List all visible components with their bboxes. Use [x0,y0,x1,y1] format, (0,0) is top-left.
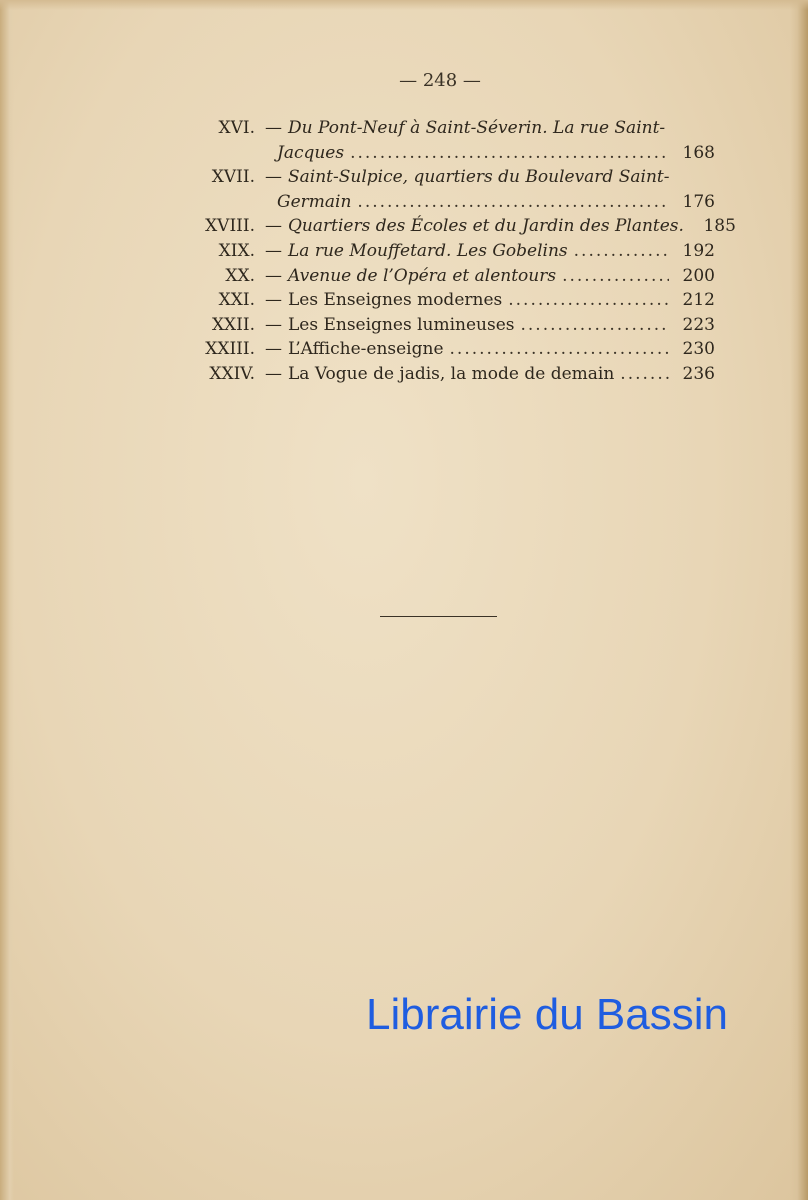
chapter-title: L’Affiche-enseigne [288,339,444,360]
leader-dots [521,313,670,338]
chapter-number: XXI. [218,290,255,311]
toc-entry-xx [150,264,715,289]
leader-dots [357,190,669,215]
page-ref: 230 [682,339,715,360]
chapter-title: Avenue de l’Opéra et alentours [288,265,557,286]
chapter-number: XIX. [218,240,255,261]
page-edge-right [790,0,808,1200]
dash: — [265,167,282,188]
chapter-number: XXIV. [209,363,255,384]
leader-dots [562,264,669,289]
table-of-contents [150,116,736,387]
page-ref: 168 [682,142,715,163]
dash: — [265,339,282,360]
dash: — [265,265,282,286]
chapter-number: XXII. [211,314,255,335]
page-ref: 200 [682,265,715,286]
page-ref: 236 [682,363,715,384]
chapter-title: Saint-Sulpice, quartiers du Boulevard Saint- [288,167,670,188]
chapter-number: XVI. [218,118,255,138]
leader-dots [620,362,669,387]
leader-dots [508,288,669,313]
chapter-title: Du Pont-Neuf à Saint-Séverin. La rue Saint- [288,118,666,138]
leader-dots [350,141,669,166]
leader-dots [574,239,669,264]
chapter-number: XX. [225,265,255,286]
chapter-title: La Vogue de jadis, la mode de demain [288,363,615,384]
page-ref: 176 [682,191,715,212]
toc-entry-xxi [150,288,715,313]
toc-entry-xvi [150,116,715,165]
dash: — [265,314,282,335]
page-ref: 185 [703,216,736,237]
chapter-title-continuation: Germain [277,191,352,212]
chapter-title: Les Enseignes lumineuses [288,314,515,335]
dash: — [265,240,282,261]
chapter-number: XVII. [211,167,255,188]
dash: — [265,118,282,138]
toc-entry-xix [150,239,715,264]
toc-entry-xxiii [150,337,715,362]
page-ref: 192 [682,240,715,261]
page-edge-top [0,0,808,10]
page-edge-left [0,0,14,1200]
toc-entry-xvii [150,165,715,214]
page-number: — 248 — [399,70,481,91]
page-ref: 212 [682,290,715,311]
dash: — [265,216,282,237]
page-ref: 223 [682,314,715,335]
chapter-title: La rue Mouffetard. Les Gobelins [288,240,568,261]
chapter-title: Les Enseignes modernes [288,290,503,311]
toc-entry-xviii [150,214,736,239]
toc-entry-xxiv [150,362,715,387]
toc-entry-xxii [150,313,715,338]
end-rule [380,616,497,617]
leader-dots [450,337,669,362]
dash: — [265,290,282,311]
watermark: Librairie du Bassin [366,990,728,1039]
dash: — [265,363,282,384]
chapter-number: XXIII. [205,339,255,360]
chapter-title-continuation: Jacques [277,142,345,163]
chapter-title: Quartiers des Écoles et du Jardin des Plantes. [288,216,684,237]
chapter-number: XVIII. [205,216,255,237]
